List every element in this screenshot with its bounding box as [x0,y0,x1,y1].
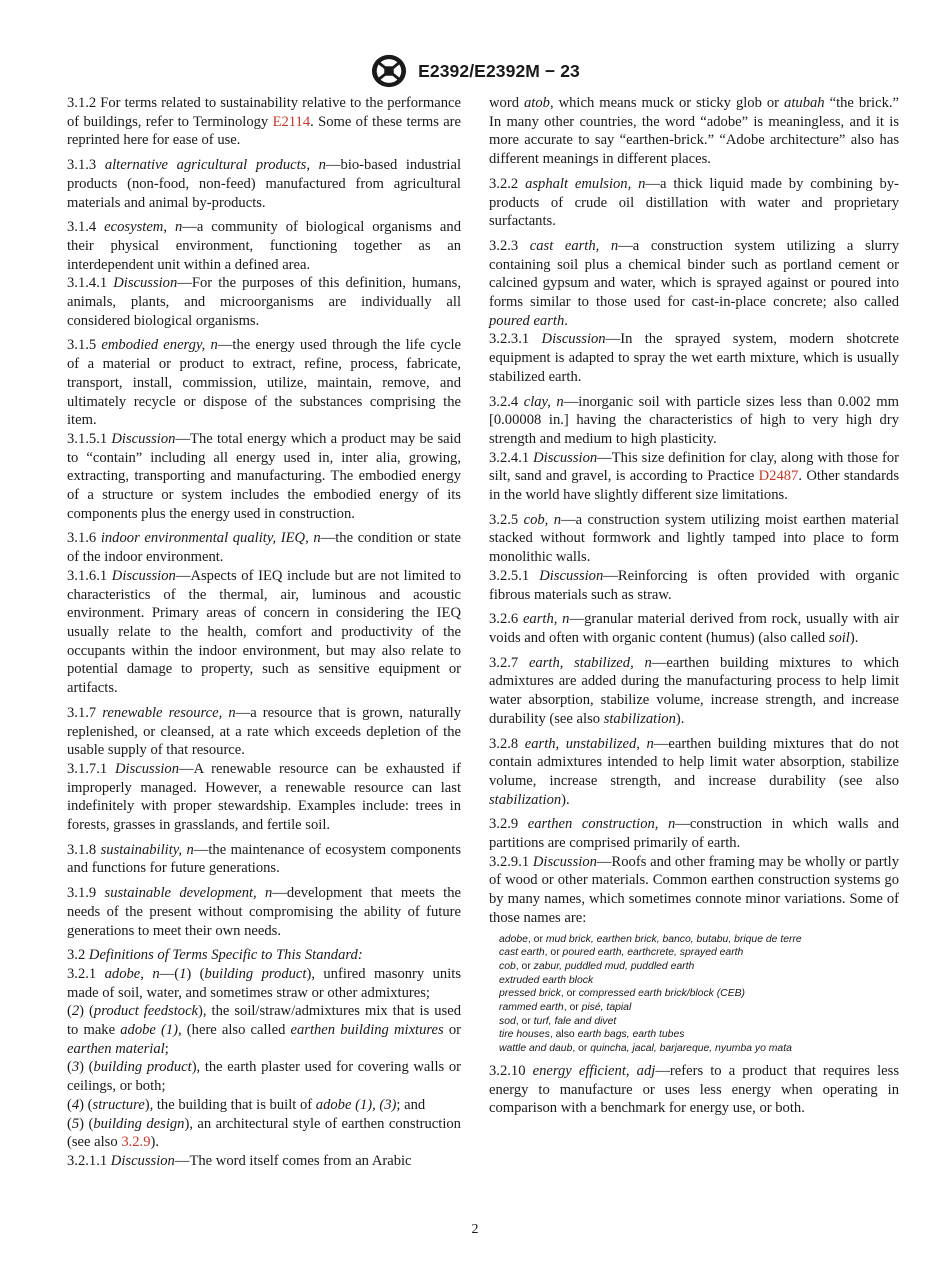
list-item: cob, or zabur, puddled mud, puddled earth [499,960,695,972]
section-3-2-1-1-continued: word atob, which means muck or sticky glob or atubah “the brick.” In many other countries, the word “adobe” is meaningless, and it is more accurate to say “earthen-brick.” “Adobe architecture” also has different meanings in different places. [489,95,899,168]
section-3-2-10: 3.2.10 energy efficient, adj—refers to a product that requires less energy to manufacture or uses less energy when operating in comparison with a benchmark for energy use, or both. [489,1062,899,1117]
section-3-2-9: 3.2.9 earthen construction, n—construction in which walls and partitions are comprised primarily of earth. [489,816,899,852]
section-3-2-5-1: 3.2.5.1 Discussion—Reinforcing is often provided with organic fibrous materials such as straw. [489,567,899,603]
section-3-2-1-sense-3: (3) (building product), the earth plaster used for covering walls or ceilings, or both; [67,1059,461,1095]
list-item: tire houses, also earth bags, earth tubes [499,1029,685,1041]
earthen-names-list [499,933,899,1056]
section-3-2-4: 3.2.4 clay, n—inorganic soil with particle sizes less than 0.002 mm [0.00008 in.] having the characteristics of high to very high dry strength and medium to high plasticity. [489,393,899,447]
section-3-1-5-1: 3.1.5.1 Discussion—The total energy which a product may be said to “contain” including all energy used in, inter alia, growing, extracting, transporting and manufacturing. The embodied energy of a structure or system includes the embodied energy of its components plus the energy used in construction. [67,430,462,522]
right-column [489,94,899,1124]
section-3-1-7-1: 3.1.7.1 Discussion—A renewable resource can be exhausted if improperly managed. However, a renewable resource can last indefinitely with proper stewardship. Examples include: trees in forests, grasses in grasslands, and fertile soil. [67,760,461,834]
list-item: pressed brick, or compressed earth brick/block (CEB) [499,988,746,1000]
document-id: E2392/E2392M − 23 [418,60,580,81]
astm-logo-icon [370,53,408,89]
section-3-1-3: 3.1.3 alternative agricultural products, n—bio-based industrial products (non-food, non-feed) manufactured from agricultural materials and animal by-products. [67,157,461,211]
section-3-2-8: 3.2.8 earth, unstabilized, n—earthen building mixtures that do not contain admixtures intended to help limit water absorption, stabilize volume, increase strength, and increase durability (see also stabilization). [489,735,899,808]
section-3-2-7: 3.2.7 earth, stabilized, n—earthen building mixtures to which admixtures are added during the manufacturing process to help limit water absorption, stabilize volume, increase strength, and increase durability (see also stabilization). [489,654,899,727]
section-3-2-2: 3.2.2 asphalt emulsion, n—a thick liquid made by combining by-products of crude oil distillation with water and proprietary surfactants. [489,175,899,230]
section-3-1-4-1: 3.1.4.1 Discussion—For the purposes of this definition, humans, animals, plants, and microorganisms are individually all considered biological organisms. [67,275,461,329]
section-3-2-5: 3.2.5 cob, n—a construction system utilizing moist earthen material stacked without formwork and lightly tamped into place to form monolithic walls. [489,511,899,566]
section-3-2-1-1: 3.2.1.1 Discussion—The word itself comes from an Arabic [67,1152,412,1169]
link-e2114[interactable]: E2114 [272,113,311,130]
section-3-2-1-sense-4: (4) (structure), the building that is built of adobe (1), (3); and [67,1096,426,1113]
list-item: extruded earth block [499,974,594,986]
section-3-2-6: 3.2.6 earth, n—granular material derived from rock, usually with air voids and often with organic content (humus) (also called soil). [489,611,899,646]
section-3-2-9-1: 3.2.9.1 Discussion—Roofs and other framing may be wholly or partly of wood or other materials. Common earthen construction systems go by many names, which sometimes connote minor variations. Some of those names are: [489,853,899,926]
section-3-1-4: 3.1.4 ecosystem, n—a community of biological organisms and their physical environment, functioning together as an interdependent unit within a defined area. [67,219,462,273]
section-3-2-1: 3.2.1 adobe, n—(1) (building product), unfired masonry units made of soil, water, and sometimes straw or other admixtures; [67,965,461,1001]
list-item: adobe, or mud brick, earthen brick, banco, butabu, brique de terre [499,933,802,945]
section-3-1-5: 3.1.5 embodied energy, n—the energy used through the life cycle of a material or product to extract, refine, process, fabricate, transport, install, commission, utilize, maintain, remove, and ultimately recycle or dispose of the substances comprising the item. [67,337,461,429]
section-3-1-7: 3.1.7 renewable resource, n—a resource that is grown, naturally replenished, or cleansed, at a rate which exceeds depletion of the usable supply of that resource. [67,704,461,759]
page-header [0,53,950,89]
section-3-2-4-1: 3.2.4.1 Discussion—This size definition for clay, along with those for silt, sand and gravel, is according to Practice D2487. Other standards in the world have slightly different size limitations. [489,449,900,504]
section-3-1-2: 3.1.2 For terms related to sustainability relative to the performance of buildings, refer to Terminology E2114. Some of these terms are reprinted here for ease of use. [67,95,462,149]
section-3-2: 3.2 Definitions of Terms Specific to This Standard: [67,947,363,964]
section-3-2-3-1: 3.2.3.1 Discussion—In the sprayed system, modern shotcrete equipment is adapted to spray the wet earth mixture, which is usually stabilized earth. [489,331,899,385]
list-item: wattle and daub, or quincha, jacal, barjareque, nyumba yo mata [499,1043,792,1055]
link-3-2-9[interactable]: 3.2.9 [121,1134,151,1151]
page-number: 2 [471,1222,479,1237]
section-3-2-1-sense-5: (5) (building design), an architectural style of earthen construction (see also 3.2.9). [67,1115,461,1151]
list-item: cast earth, or poured earth, earthcrete, sprayed earth [499,947,744,959]
section-3-1-6: 3.1.6 indoor environmental quality, IEQ, n—the condition or state of the indoor environment. [67,530,461,566]
section-3-1-6-1: 3.1.6.1 Discussion—Aspects of IEQ include but are not limited to characteristics of the thermal, air, luminous and acoustic environment. Primary areas of concern in considering the IEQ usually relate to the health, comfort and productivity of the occupants within the indoor environment, but may also relate to potential damage to property, such as sensitive equipment or artifacts. [67,567,461,697]
left-column [67,94,461,1171]
section-3-1-8: 3.1.8 sustainability, n—the maintenance of ecosystem components and functions for future generations. [67,841,461,877]
section-3-2-3: 3.2.3 cast earth, n—a construction system utilizing a slurry containing soil plus a chemical binder such as portland cement or calcined gypsum and water, which is sprayed against or poured into forms similar to those used for cast-in-place concrete; also called poured earth. [489,237,899,329]
list-item: rammed earth, or pisé, tapial [499,1002,632,1014]
section-3-1-9: 3.1.9 sustainable development, n—development that meets the needs of the present without compromising the ability of future generations to meet their own needs. [67,885,461,939]
section-3-2-1-sense-2: (2) (product feedstock), the soil/straw/admixtures mix that is used to make adobe (1), (here also called earthen building mixtures or earthen material; [67,1003,461,1057]
list-item: sod, or turf, fale and divet [499,1015,617,1027]
link-d2487[interactable]: D2487 [758,468,799,485]
